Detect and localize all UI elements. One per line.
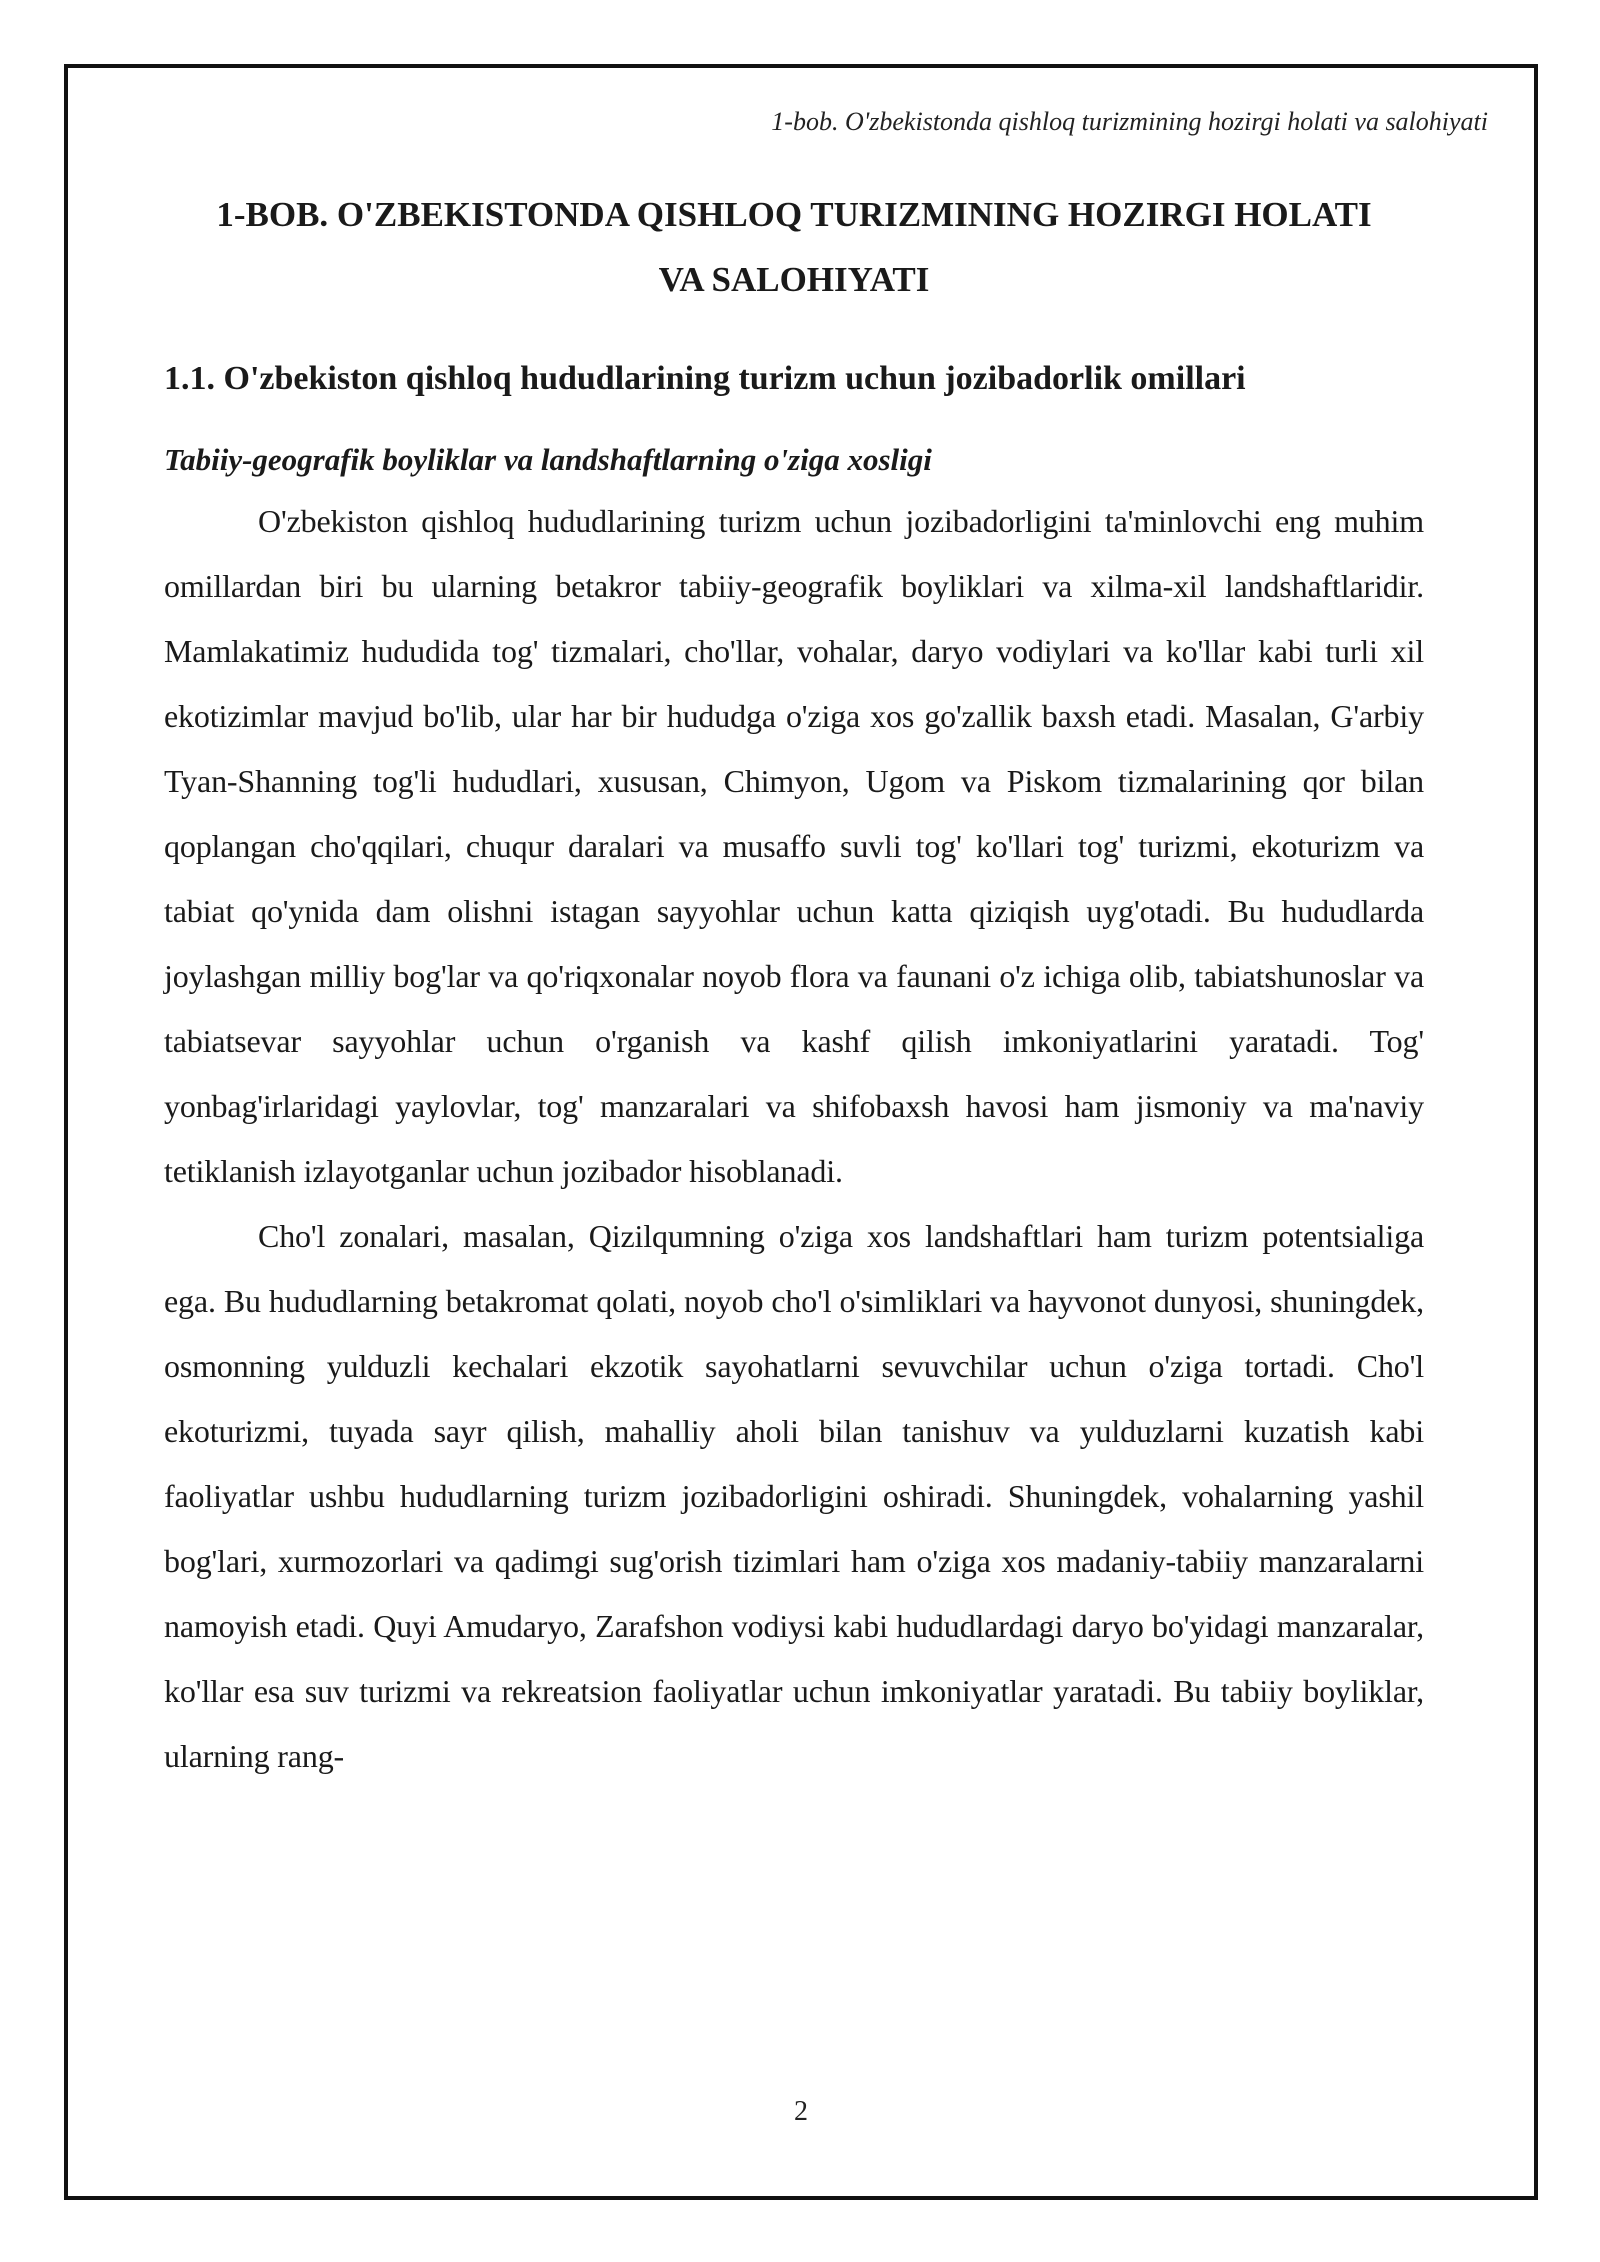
page-number: 2 (794, 2096, 808, 2127)
document-body (164, 120, 1424, 1789)
body-paragraph-2: Cho'l zonalari, masalan, Qizilqumning o'ziga xos landshaftlari ham turizm potentsialiga ega. Bu hududlarning betakromat qolati, noyob cho'l o'simliklari va hayvonot dunyosi, shuningdek, osmonning yulduzli kechalari ekzotik sayohatlarni sevuvchilar uchun o'ziga tortadi. Cho'l ekoturizmi, tuyada sayr qilish, mahalliy aholi bilan tanishuv va yulduzlarni kuzatish kabi faoliyatlar ushbu hududlarning turizm jozibadorligini oshiradi. Shuningdek, vohalarning yashil bog'lari, xurmozorlari va qadimgi sug'orish tizimlari ham o'ziga xos madaniy-tabiiy manzaralarni namoyish etadi. Quyi Amudaryo, Zarafshon vodiysi kabi hududlardagi daryo bo'yidagi manzaralar, ko'llar esa suv turizmi va rekreatsion faoliyatlar uchun imkoniyatlar yaratadi. Bu tabiiy boyliklar, ularning rang- (164, 1218, 1424, 1775)
section-title: 1.1. O'zbekiston qishloq hududlarining turizm uchun jozibadorlik omillari (164, 360, 1246, 397)
chapter-title-line-1: 1-BOB. O'ZBEKISTONDA QISHLOQ TURIZMINING HOZIRGI HOLATI (216, 195, 1372, 234)
body-paragraph-1: O'zbekiston qishloq hududlarining turizm uchun jozibadorligini ta'minlovchi eng muhim omillardan biri bu ularning betakror tabiiy-geografik boyliklari va xilma-xil landshaftlaridir. Mamlakatimiz hududida tog' tizmalari, cho'llar, vohalar, daryo vodiylari va ko'llar kabi turli xil ekotizimlar mavjud bo'lib, ular har bir hududga o'ziga xos go'zallik baxsh etadi. Masalan, G'arbiy Tyan-Shanning tog'li hududlari, xususan, Chimyon, Ugom va Piskom tizmalarining qor bilan qoplangan cho'qqilari, chuqur daralari va musaffo suvli tog' ko'llari tog' turizmi, ekoturizm va tabiat qo'ynida dam olishni istagan sayyohlar uchun katta qiziqish uyg'otadi. Bu hududlarda joylashgan milliy bog'lar va qo'riqxonalar noyob flora va faunani o'z ichiga olib, tabiatshunoslar va tabiatsevar sayyohlar uchun o'rganish va kashf qilish imkoniyatlarini yaratadi. Tog' yonbag'irlaridagi yaylovlar, tog' manzaralari va shifobaxsh havosi ham jismoniy va ma'naviy tetiklanish izlayotganlar uchun jozibador hisoblanadi. (164, 503, 1424, 1190)
chapter-title-line-2: VA SALOHIYATI (658, 260, 930, 299)
chapter-title (164, 182, 1424, 312)
running-header: 1-bob. O'zbekistonda qishloq turizmining hozirgi holati va salohiyati (771, 107, 1488, 136)
subsection-title: Tabiiy-geografik boyliklar va landshaftlarning o'ziga xosligi (164, 441, 932, 477)
